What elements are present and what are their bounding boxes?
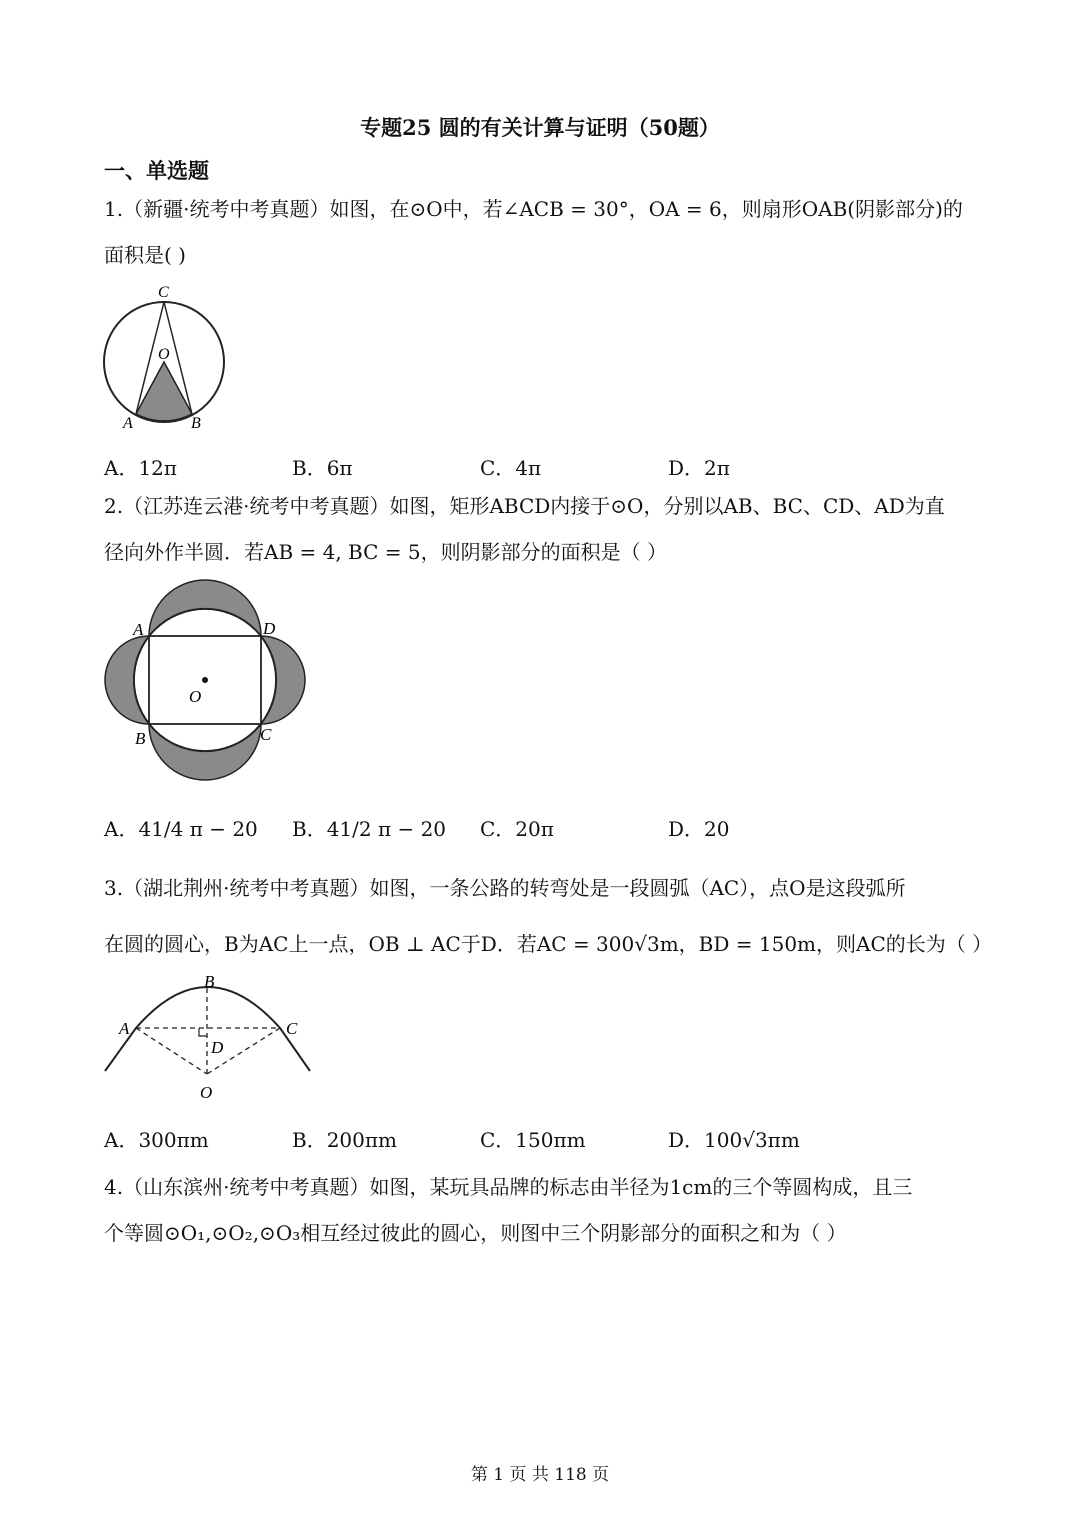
question-2-line-1: 2.（江苏连云港·统考中考真题）如图，矩形ABCD内接于⊙O，分别以AB、BC、CD、AD为直 [104,494,945,518]
question-1-line-1: 1.（新疆·统考中考真题）如图，在⊙O中，若∠ACB = 30°，OA = 6，则扇形OAB(阴影部分)的 [104,197,963,221]
page-footer: 第 1 页 共 118 页 [470,1465,610,1485]
question-4-line-1: 4.（山东滨州·统考中考真题）如图，某玩具品牌的标志由半径为1cm的三个等圆构成，且三 [104,1175,913,1199]
q1-option-c[interactable]: C．4π [480,456,542,480]
label-b: B [191,415,201,432]
question-3-figure [100,968,320,1103]
label-c: C [158,284,169,301]
q3-option-b[interactable]: B．200πm [292,1128,397,1152]
label-c: C [286,1019,298,1038]
label-a: A [119,1019,130,1038]
question-4 [104,1164,984,1256]
q3-option-d[interactable]: D．100√3πm [668,1128,800,1152]
question-2-line-2: 径向外作半圆．若AB = 4, BC = 5，则阴影部分的面积是（ ） [104,540,667,564]
label-d: D [263,619,276,638]
label-d: D [211,1038,224,1057]
q1-option-b[interactable]: B．6π [292,456,353,480]
question-2 [104,483,984,575]
label-b: B [204,972,215,991]
question-1-figure [96,280,236,435]
q1-option-a[interactable]: A．12π [104,456,178,480]
label-c: C [260,725,272,744]
label-a: A [133,620,144,639]
section-heading: 一、单选题 [104,158,209,183]
question-3-line-1: 3.（湖北荆州·统考中考真题）如图，一条公路的转弯处是一段圆弧（AC），点O是这段弧所 [104,876,906,900]
label-o: O [200,1083,213,1102]
question-3-line-2: 在圆的圆心，B为AC上一点，OB ⊥ AC于D．若AC = 300√3m，BD = 150m，则AC的长为（ ） [104,932,993,956]
label-o: O [189,687,202,706]
question-1 [104,186,984,278]
question-1-line-2: 面积是( ) [104,243,186,267]
q3-option-c[interactable]: C．150πm [480,1128,586,1152]
q2-option-d[interactable]: D．20 [668,817,730,841]
question-3 [104,860,993,972]
q3-option-a[interactable]: A．300πm [104,1128,209,1152]
q2-option-c[interactable]: C．20π [480,817,554,841]
label-o: O [158,346,170,363]
q2-option-a[interactable]: A．41/4 π − 20 [104,817,258,841]
label-b: B [135,729,146,748]
question-2-figure [100,578,310,788]
question-4-line-2: 个等圆⊙O₁,⊙O₂,⊙O₃相互经过彼此的圆心，则图中三个阴影部分的面积之和为（ ） [104,1221,847,1245]
q1-option-d[interactable]: D．2π [668,456,730,480]
label-a: A [123,415,133,432]
q2-option-b[interactable]: B．41/2 π − 20 [292,817,447,841]
document-title: 专题25 圆的有关计算与证明（50题） [360,115,720,140]
